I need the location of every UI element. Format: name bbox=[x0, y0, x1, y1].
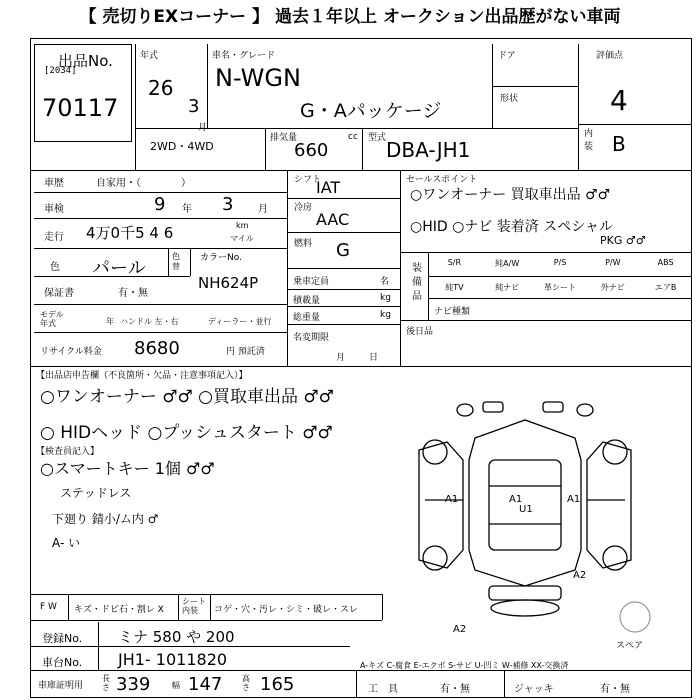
divider bbox=[30, 646, 350, 647]
grade-value: G・Aパッケージ bbox=[300, 100, 442, 122]
equipment-row-1 bbox=[428, 252, 692, 276]
score-value: 4 bbox=[610, 84, 628, 117]
divider bbox=[30, 594, 382, 595]
divider bbox=[288, 268, 400, 269]
divider bbox=[578, 124, 692, 125]
year-label: 年式 bbox=[140, 51, 159, 61]
divider bbox=[30, 670, 692, 671]
color-label: 色 bbox=[50, 262, 60, 273]
displacement-label: 排気量 bbox=[270, 133, 298, 143]
displacement-unit: cc bbox=[348, 132, 358, 142]
inspect-title: 【検査員記入】 bbox=[36, 447, 100, 457]
divider bbox=[68, 594, 69, 620]
divider bbox=[288, 198, 400, 199]
warranty-options: 有・無 bbox=[118, 288, 148, 299]
regchange-unit: 月日 bbox=[336, 353, 403, 363]
divider bbox=[135, 44, 136, 170]
divider bbox=[356, 670, 357, 698]
notes-line5: 下廻り 錆小/ム内 ♂ bbox=[52, 512, 159, 526]
len-label: 長さ bbox=[102, 674, 110, 692]
fuel-value: G bbox=[336, 240, 350, 261]
equipment-option: P/W bbox=[605, 258, 621, 267]
equipment-option: ABS bbox=[657, 258, 674, 267]
fw-items: キズ・ドビ石・割レ X bbox=[74, 605, 164, 615]
divider bbox=[30, 620, 382, 621]
sales-label: セールスポイント bbox=[406, 175, 478, 185]
color-no-label: カラーNo. bbox=[200, 253, 242, 263]
weight-unit: kg bbox=[380, 310, 391, 320]
divider bbox=[362, 128, 363, 170]
recycle-unit: 円 預託済 bbox=[226, 347, 265, 357]
history-reki-options: 自家用・（ ） bbox=[96, 178, 191, 189]
handle-label: ハンドル 左・右 bbox=[120, 317, 179, 326]
spare-tire-icon bbox=[618, 600, 652, 634]
shift-value: IAT bbox=[316, 178, 341, 197]
equipment-option: 純ナビ bbox=[495, 283, 520, 292]
damage-legend: A-キズ C-腐食 E-エクボ S-サビ U-凹ミ W-補修 XX-交換済 bbox=[360, 661, 569, 670]
displacement-value: 660 bbox=[294, 140, 329, 161]
hei-label: 高さ bbox=[242, 674, 250, 692]
divider bbox=[288, 324, 400, 325]
equipment-option: P/S bbox=[553, 258, 567, 267]
equipment-option: 革シート bbox=[543, 283, 576, 292]
mileage-label: 走行 bbox=[44, 232, 64, 243]
seat-items: コゲ・穴・汚レ・シミ・破レ・スレ bbox=[214, 605, 359, 615]
fuel-label: 燃料 bbox=[294, 239, 313, 249]
ac-value: AAC bbox=[316, 210, 350, 229]
history-reki-label: 車歴 bbox=[44, 178, 64, 189]
color-no-value: NH624P bbox=[198, 274, 259, 292]
divider bbox=[30, 366, 692, 367]
warranty-label: 保証書 bbox=[44, 288, 74, 299]
hei-value: 165 bbox=[260, 674, 295, 695]
mileage-unit-km: km bbox=[236, 221, 249, 230]
notes-line4: ステッドレス bbox=[60, 486, 132, 500]
divider bbox=[382, 594, 383, 620]
jack-options: 有・無 bbox=[600, 684, 630, 695]
mileage-unit-mile: マイル bbox=[230, 234, 254, 243]
shaken-month-unit: 月 bbox=[258, 204, 268, 215]
regchange-label: 名変期限 bbox=[293, 333, 330, 343]
divider bbox=[400, 320, 692, 321]
lot-label: 出品No. bbox=[58, 52, 113, 70]
shaken-year-unit: 年 bbox=[182, 204, 192, 215]
spare-label: スペア bbox=[616, 641, 644, 651]
color-value: パール bbox=[92, 258, 146, 279]
lot-sub: [2034] bbox=[44, 66, 77, 76]
door-label: ドア bbox=[498, 51, 516, 61]
history-frame bbox=[34, 170, 288, 366]
len-value: 339 bbox=[116, 674, 151, 695]
jack-label: ジャッキ bbox=[514, 684, 554, 695]
month-value: 3 bbox=[188, 96, 200, 117]
shift-label: シフト bbox=[294, 175, 322, 185]
damage-mark: A2 bbox=[453, 624, 467, 635]
notes-line6: A- い bbox=[52, 536, 81, 550]
chassis-value: JH1- 1011820 bbox=[118, 650, 228, 669]
navi-label: ナビ種類 bbox=[434, 307, 471, 317]
sales-line3: PKG ♂♂ bbox=[600, 234, 646, 247]
equipment-row-2 bbox=[428, 276, 692, 298]
interior-label: 内装 bbox=[584, 129, 594, 152]
drive-label: 2WD・4WD bbox=[150, 140, 214, 153]
month-unit: 月 bbox=[198, 123, 208, 133]
divider bbox=[288, 232, 400, 233]
notes-line1: ○ワンオーナー ♂♂ ○買取車出品 ♂♂ bbox=[40, 387, 334, 407]
damage-mark: A1 bbox=[509, 494, 523, 505]
equipment-option: 純TV bbox=[445, 283, 464, 292]
lot-number: 70117 bbox=[42, 94, 119, 122]
recycle-label: リサイクル料金 bbox=[40, 347, 102, 357]
divider bbox=[400, 170, 401, 366]
type-label: 型式 bbox=[368, 133, 387, 143]
equipment-option: 純A/W bbox=[495, 259, 520, 268]
seat-label: シート内装 bbox=[182, 597, 206, 615]
mileage-value: 4万0千5 4 6 bbox=[86, 224, 174, 242]
notes-line2: ○ HIDヘッド ○プッシュスタート ♂♂ bbox=[40, 423, 333, 443]
fw-label: F W bbox=[40, 602, 57, 612]
tool-options: 有・無 bbox=[440, 684, 470, 695]
year-value: 26 bbox=[148, 76, 174, 100]
carname-label: 車名・グレード bbox=[212, 51, 276, 61]
ac-label: 冷房 bbox=[294, 203, 313, 213]
notes-line3: ○スマートキー 1個 ♂♂ bbox=[40, 459, 215, 478]
after-label: 後日品 bbox=[406, 327, 434, 337]
score-label: 評価点 bbox=[596, 51, 624, 61]
divider bbox=[578, 44, 579, 170]
capacity-unit: 名 bbox=[380, 277, 390, 287]
color-change-label: 色替 bbox=[172, 252, 180, 271]
weight-label: 総重量 bbox=[293, 313, 321, 323]
load-label: 積載量 bbox=[293, 296, 321, 306]
divider bbox=[207, 44, 208, 128]
capacity-label: 乗車定員 bbox=[293, 277, 330, 287]
divider bbox=[135, 128, 578, 129]
load-unit: kg bbox=[380, 293, 391, 303]
divider bbox=[492, 86, 578, 87]
divider bbox=[288, 289, 400, 290]
shaken-month: 3 bbox=[222, 194, 234, 215]
divider bbox=[428, 298, 692, 299]
divider bbox=[178, 594, 179, 620]
equipment-option: エアB bbox=[654, 283, 677, 292]
interior-value: B bbox=[612, 132, 626, 156]
notes-title: 【出品店申告欄（不良箇所・欠品・注意事項記入）】 bbox=[36, 371, 248, 381]
equipment-label: 装備品 bbox=[412, 263, 422, 302]
divider bbox=[504, 670, 505, 698]
divider bbox=[288, 306, 400, 307]
auction-banner: 【 売切りEXコーナー 】 過去１年以上 オークション出品歴がない車両 bbox=[79, 7, 621, 27]
shaken-year: 9 bbox=[154, 194, 166, 215]
shape-label: 形状 bbox=[500, 94, 519, 104]
tool-label: 工 具 bbox=[368, 684, 398, 695]
type-value: DBA-JH1 bbox=[386, 138, 471, 162]
wid-label: 幅 bbox=[172, 681, 180, 690]
sales-line1: ○ワンオーナー 買取車出品 ♂♂ bbox=[410, 187, 611, 203]
cert-label: 車庫証明用 bbox=[38, 681, 84, 691]
dealer-label: ディーラー・並行 bbox=[208, 317, 272, 326]
recycle-value: 8680 bbox=[134, 338, 180, 359]
damage-mark: U1 bbox=[519, 504, 533, 515]
carname-value: N-WGN bbox=[215, 64, 301, 92]
reg-value: ミナ 580 や 200 bbox=[118, 628, 235, 646]
reg-label: 登録No. bbox=[42, 632, 83, 645]
damage-mark: A1 bbox=[445, 494, 459, 505]
sales-line2: ○HID ○ナビ 装着済 スペシャル bbox=[410, 219, 613, 235]
divider bbox=[265, 128, 266, 170]
model-year-unit: 年 bbox=[106, 317, 114, 326]
equipment-option: 外ナビ bbox=[600, 283, 625, 292]
damage-mark: A1 bbox=[567, 494, 581, 505]
shaken-label: 車検 bbox=[44, 204, 64, 215]
chassis-label: 車台No. bbox=[42, 656, 83, 669]
damage-mark: A2 bbox=[573, 570, 587, 581]
divider bbox=[210, 594, 211, 620]
car-damage-diagram bbox=[405, 390, 645, 635]
equipment-option: S/R bbox=[447, 258, 462, 267]
wid-value: 147 bbox=[188, 674, 223, 695]
model-label: モデル年式 bbox=[40, 310, 64, 328]
